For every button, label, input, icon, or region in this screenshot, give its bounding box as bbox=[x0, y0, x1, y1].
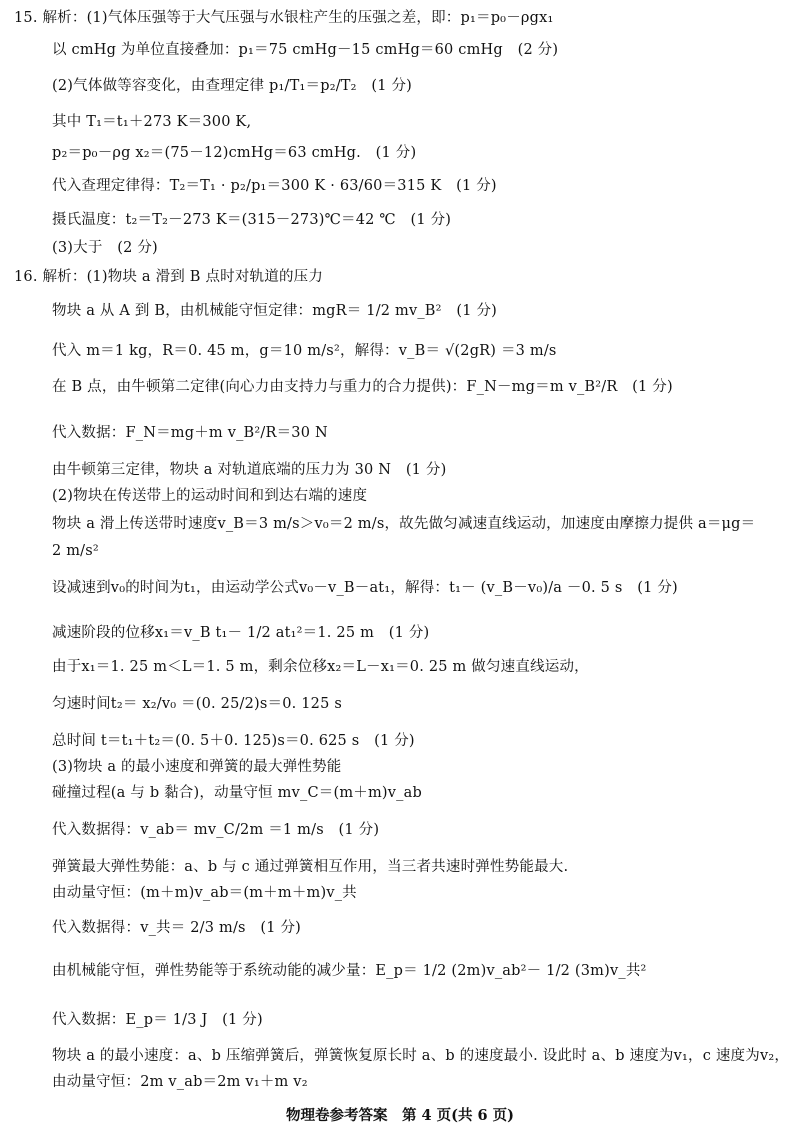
q16-line-fn: 代入数据：F_N＝mg＋m v_B²/R＝30 N bbox=[52, 425, 328, 441]
q16-line-energy: 物块 a 从 A 到 B，由机械能守恒定律：mgR＝ 1/2 mv_B² (1 分) bbox=[52, 303, 498, 319]
q15-line-charles-law: (2)气体做等容变化，由查理定律 p₁/T₁＝p₂/T₂ (1 分) bbox=[52, 78, 413, 94]
q16-line-ep-value: 代入数据：E_p＝ 1/3 J (1 分) bbox=[52, 1012, 263, 1028]
q16-line-min-speed: 物块 a 的最小速度：a、b 压缩弹簧后，弹簧恢复原长时 a、b 的速度最小. 设此时 a、b 速度为v₁，c 速度为v₂， bbox=[52, 1048, 790, 1064]
q16-line-newton3: 由牛顿第三定律，物块 a 对轨道底端的压力为 30 N (1 分) bbox=[52, 462, 447, 478]
q16-line-part2: (2)物块在传送带上的运动时间和到达右端的速度 bbox=[52, 488, 368, 504]
q16-line-vab: 代入数据得：v_ab＝ mv_C/2m ＝1 m/s (1 分) bbox=[52, 822, 380, 838]
q16-line-total-time: 总时间 t＝t₁＋t₂＝(0. 5＋0. 125)s＝0. 625 s (1 分) bbox=[52, 733, 415, 749]
q16-line-x2: 由于x₁＝1. 25 m＜L＝1. 5 m，剩余位移x₂＝L－x₁＝0. 25 m 做匀速直线运动， bbox=[52, 659, 589, 675]
q16-line-momentum: 由动量守恒：(m＋m)v_ab＝(m＋m＋m)v_共 bbox=[52, 885, 357, 901]
q15-line-p2: p₂＝p₀－ρg x₂＝(75－12)cmHg＝63 cmHg. (1 分) bbox=[52, 145, 417, 161]
q15-line-celsius: 摄氏温度：t₂＝T₂－273 K＝(315－273)℃＝42 ℃ (1 分) bbox=[52, 212, 452, 228]
q16-line-x1: 减速阶段的位移x₁＝v_B t₁－ 1/2 at₁²＝1. 25 m (1 分) bbox=[52, 625, 430, 641]
q15-line-t1: 其中 T₁＝t₁＋273 K＝300 K, bbox=[52, 114, 252, 130]
q16-line-momentum-final: 由动量守恒：2m v_ab＝2m v₁＋m v₂ bbox=[52, 1074, 308, 1090]
q16-line-t1: 设减速到v₀的时间为t₁，由运动学公式v₀－v_B－at₁，解得：t₁－ (v_B－v₀)/a －0. 5 s (1 分) bbox=[52, 580, 678, 596]
q15-line-t2: 代入查理定律得：T₂＝T₁ · p₂/p₁＝300 K · 63/60＝315 K (1 分) bbox=[52, 178, 497, 194]
q16-line-t2: 匀速时间t₂＝ x₂/v₀ ＝(0. 25/2)s＝0. 125 s bbox=[52, 696, 342, 712]
q15-line-pressure-sum: 以 cmHg 为单位直接叠加：p₁＝75 cmHg－15 cmHg＝60 cmHg (2 分) bbox=[52, 42, 559, 58]
page-footer: 物理卷参考答案 第 4 页(共 6 页) bbox=[285, 1107, 515, 1124]
q16-line-accel: 2 m/s² bbox=[52, 543, 99, 559]
q15-heading: 15. 解析：(1)气体压强等于大气压强与水银柱产生的压强之差，即：p₁＝p₀－ρgx₁ bbox=[14, 10, 554, 26]
q16-line-part3: (3)物块 a 的最小速度和弹簧的最大弹性势能 bbox=[52, 759, 342, 775]
q15-line-part3: (3)大于 (2 分) bbox=[52, 240, 158, 256]
q16-line-newton2: 在 B 点，由牛顿第二定律(向心力由支持力与重力的合力提供)：F_N－mg＝m v_B²/R (1 分) bbox=[52, 379, 673, 395]
q16-line-ep-formula: 由机械能守恒，弹性势能等于系统动能的减少量：E_p＝ 1/2 (2m)v_ab²－ 1/2 (3m)v_共² bbox=[52, 963, 647, 979]
q16-line-vcommon: 代入数据得：v_共＝ 2/3 m/s (1 分) bbox=[52, 920, 302, 936]
q16-line-vb: 代入 m＝1 kg，R＝0. 45 m，g＝10 m/s²，解得：v_B＝ √(2gR) ＝3 m/s bbox=[52, 343, 557, 359]
q16-heading: 16. 解析：(1)物块 a 滑到 B 点时对轨道的压力 bbox=[14, 269, 324, 285]
q16-line-belt: 物块 a 滑上传送带时速度v_B＝3 m/s＞v₀＝2 m/s，故先做匀减速直线运动，加速度由摩擦力提供 a＝μg＝ bbox=[52, 516, 756, 532]
q16-line-collision: 碰撞过程(a 与 b 黏合)，动量守恒 mv_C＝(m＋m)v_ab bbox=[52, 785, 422, 801]
q16-line-spring-max: 弹簧最大弹性势能：a、b 与 c 通过弹簧相互作用，当三者共速时弹性势能最大. bbox=[52, 859, 569, 875]
